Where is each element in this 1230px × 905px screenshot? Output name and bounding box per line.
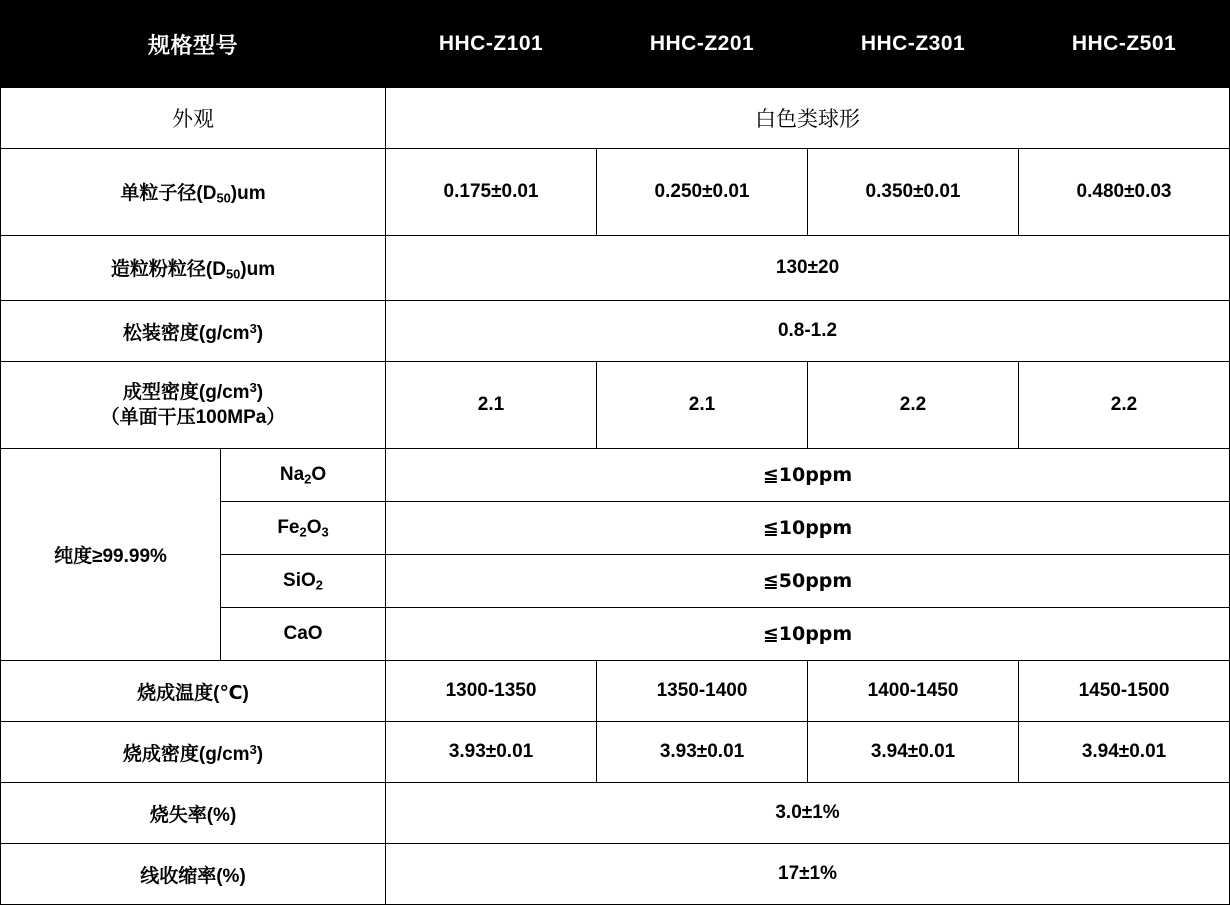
label-purity-item-fe2o3 [221,502,386,555]
value-firing-temperature-3: 1400-1450 [808,661,1019,722]
label-bulk-density-post: ) [256,322,264,344]
label-forming-density-post: ) [256,381,264,403]
value-firing-temperature-1: 1300-1350 [386,661,597,722]
label-single-particle-pre: 单粒子径(D [120,183,217,205]
label-forming-density-sup: 3 [249,379,257,395]
table-header-row [1,1,1230,88]
label-firing-temperature: 烧成温度(℃) [1,661,386,722]
label-linear-shrinkage: 线收缩率(%) [1,844,386,905]
header-model-1: HHC-Z101 [386,1,597,88]
header-spec-label: 规格型号 [1,1,386,88]
value-single-particle-2: 0.250±0.01 [597,149,808,236]
table-row-forming-density [1,362,1230,449]
value-single-particle-4: 0.480±0.03 [1019,149,1230,236]
label-single-particle-diameter [1,149,386,236]
value-granulated-powder: 130±20 [386,236,1230,301]
label-forming-density-pre: 成型密度(g/cm [122,381,250,403]
label-fe2o3-post: O [306,516,322,538]
label-fe2o3-pre: Fe [277,516,300,538]
label-fired-density-sup: 3 [249,741,257,757]
label-fired-density-pre: 烧成密度(g/cm [122,743,250,765]
table-row-loss-on-ignition [1,783,1230,844]
value-single-particle-1: 0.175±0.01 [386,149,597,236]
value-fired-density-4: 3.94±0.01 [1019,722,1230,783]
value-loss-on-ignition: 3.0±1% [386,783,1230,844]
value-purity-cao: ≦10ppm [386,608,1230,661]
label-fe2o3-sub2: 3 [321,524,329,540]
value-forming-density-3: 2.2 [808,362,1019,449]
label-purity-item-cao: CaO [221,608,386,661]
table-row-granulated-powder [1,236,1230,301]
label-sio2-sub: 2 [315,577,323,593]
value-linear-shrinkage: 17±1% [386,844,1230,905]
label-bulk-density-pre: 松装密度(g/cm [122,322,250,344]
label-na2o-post: O [311,463,327,485]
label-single-particle-sub: 50 [216,190,231,206]
label-granulated-powder-diameter [1,236,386,301]
header-model-2: HHC-Z201 [597,1,808,88]
label-fe2o3-sub: 2 [299,524,307,540]
value-forming-density-4: 2.2 [1019,362,1230,449]
label-fired-density-post: ) [256,743,264,765]
label-single-particle-post: )um [230,183,266,205]
value-purity-fe2o3: ≦10ppm [386,502,1230,555]
label-purity: 纯度≥99.99% [1,449,221,661]
value-firing-temperature-2: 1350-1400 [597,661,808,722]
value-bulk-density: 0.8-1.2 [386,301,1230,362]
value-fired-density-3: 3.94±0.01 [808,722,1019,783]
label-forming-density-line2: （单面干压100MPa） [100,407,286,429]
label-na2o-pre: Na [279,463,305,485]
table-row-appearance [1,88,1230,149]
header-model-4: HHC-Z501 [1019,1,1230,88]
label-appearance: 外观 [1,88,386,149]
label-na2o-sub: 2 [304,471,312,487]
value-forming-density-2: 2.1 [597,362,808,449]
table-row-single-particle [1,149,1230,236]
value-fired-density-1: 3.93±0.01 [386,722,597,783]
value-purity-na2o: ≦10ppm [386,449,1230,502]
label-sio2-pre: SiO [283,569,316,591]
table-row-bulk-density [1,301,1230,362]
label-granulated-pre: 造粒粉粒径(D [110,259,226,281]
table-row-fired-density [1,722,1230,783]
value-appearance: 白色类球形 [386,88,1230,149]
table-row-linear-shrinkage [1,844,1230,905]
label-purity-item-na2o [221,449,386,502]
value-firing-temperature-4: 1450-1500 [1019,661,1230,722]
label-granulated-sub: 50 [225,266,241,282]
label-bulk-density-sup: 3 [249,320,257,336]
label-granulated-post: )um [240,259,276,281]
value-forming-density-1: 2.1 [386,362,597,449]
label-forming-density-line1 [3,379,383,405]
header-model-3: HHC-Z301 [808,1,1019,88]
table-row-firing-temperature [1,661,1230,722]
table-row-purity-na2o [1,449,1230,502]
label-forming-density [1,362,386,449]
value-single-particle-3: 0.350±0.01 [808,149,1019,236]
value-purity-sio2: ≦50ppm [386,555,1230,608]
label-fired-density [1,722,386,783]
value-fired-density-2: 3.93±0.01 [597,722,808,783]
label-purity-item-sio2 [221,555,386,608]
label-bulk-density [1,301,386,362]
label-loss-on-ignition: 烧失率(%) [1,783,386,844]
